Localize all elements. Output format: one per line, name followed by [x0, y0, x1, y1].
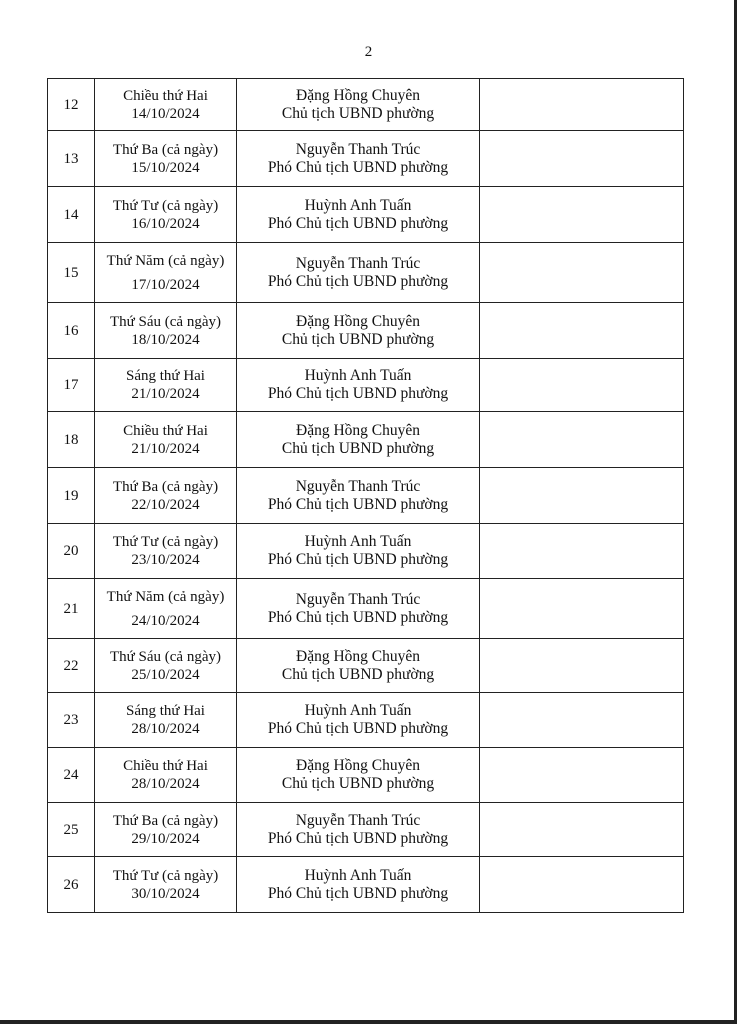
note-cell [480, 748, 684, 803]
table-row [48, 748, 684, 803]
page-number: 2 [364, 44, 373, 60]
day-label: Thứ Ba (cả ngày) [112, 812, 219, 829]
person-cell [237, 79, 480, 131]
person-title: Phó Chủ tịch UBND phường [267, 608, 449, 626]
row-number: 21 [48, 579, 95, 639]
table-row [48, 803, 684, 857]
date-label: 29/10/2024 [131, 830, 200, 847]
person-cell [237, 639, 480, 693]
date-label: 18/10/2024 [131, 331, 200, 348]
table-row [48, 359, 684, 412]
date-cell [95, 524, 237, 579]
person-title: Phó Chủ tịch UBND phường [267, 158, 449, 176]
person-title: Phó Chủ tịch UBND phường [267, 884, 449, 902]
person-cell [237, 131, 480, 187]
note-cell [480, 79, 684, 131]
date-cell [95, 79, 237, 131]
note-cell [480, 579, 684, 639]
table-row [48, 693, 684, 748]
date-cell [95, 412, 237, 468]
note-cell [480, 857, 684, 913]
person-title: Chủ tịch UBND phường [281, 104, 435, 122]
person-cell [237, 693, 480, 748]
row-number: 18 [48, 412, 95, 468]
note-cell [480, 303, 684, 359]
table-row [48, 131, 684, 187]
person-title: Phó Chủ tịch UBND phường [267, 272, 449, 290]
date-cell [95, 857, 237, 913]
row-number: 15 [48, 243, 95, 303]
table-row [48, 579, 684, 639]
date-cell [95, 639, 237, 693]
table-row [48, 187, 684, 243]
date-cell [95, 303, 237, 359]
person-name: Huỳnh Anh Tuấn [304, 367, 412, 384]
note-cell [480, 359, 684, 412]
person-title: Phó Chủ tịch UBND phường [267, 720, 449, 737]
person-cell [237, 524, 480, 579]
person-name: Nguyễn Thanh Trúc [295, 477, 421, 495]
person-title: Phó Chủ tịch UBND phường [267, 829, 449, 847]
date-label: 16/10/2024 [131, 215, 200, 232]
day-label: Sáng thứ Hai [126, 368, 205, 384]
person-name: Nguyễn Thanh Trúc [295, 140, 421, 158]
row-number: 16 [48, 303, 95, 359]
person-name: Nguyễn Thanh Trúc [295, 811, 421, 829]
person-name: Huỳnh Anh Tuấn [304, 533, 412, 550]
day-label: Thứ Năm (cả ngày) [106, 588, 225, 605]
person-title: Chủ tịch UBND phường [281, 330, 435, 348]
date-cell [95, 693, 237, 748]
day-label: Chiều thứ Hai [123, 87, 208, 104]
note-cell [480, 468, 684, 524]
day-label: Thứ Tư (cả ngày) [112, 867, 219, 884]
table-row [48, 857, 684, 913]
duty-schedule-table [47, 78, 684, 913]
person-title: Phó Chủ tịch UBND phường [267, 551, 449, 568]
table-row [48, 79, 684, 131]
row-number: 17 [48, 359, 95, 412]
date-label: 17/10/2024 [131, 276, 200, 293]
day-label: Thứ Tư (cả ngày) [112, 534, 219, 550]
row-number: 14 [48, 187, 95, 243]
person-name: Đặng Hồng Chuyên [296, 312, 420, 330]
person-cell [237, 187, 480, 243]
day-label: Chiều thứ Hai [123, 422, 208, 439]
table-row [48, 468, 684, 524]
date-label: 25/10/2024 [131, 666, 200, 683]
date-label: 30/10/2024 [131, 885, 200, 902]
date-cell [95, 131, 237, 187]
date-label: 15/10/2024 [131, 159, 200, 176]
date-label: 23/10/2024 [131, 552, 200, 568]
date-cell [95, 468, 237, 524]
day-label: Thứ Sáu (cả ngày) [109, 313, 221, 330]
note-cell [480, 803, 684, 857]
date-cell [95, 243, 237, 303]
date-label: 21/10/2024 [131, 386, 200, 402]
date-cell [95, 187, 237, 243]
person-title: Phó Chủ tịch UBND phường [267, 214, 449, 232]
table-row [48, 243, 684, 303]
row-number: 12 [48, 79, 95, 131]
row-number: 19 [48, 468, 95, 524]
row-number: 24 [48, 748, 95, 803]
person-cell [237, 243, 480, 303]
date-label: 28/10/2024 [131, 776, 200, 792]
table-row [48, 412, 684, 468]
person-cell [237, 803, 480, 857]
note-cell [480, 693, 684, 748]
person-name: Nguyễn Thanh Trúc [295, 590, 421, 608]
person-name: Đặng Hồng Chuyên [296, 757, 420, 774]
row-number: 25 [48, 803, 95, 857]
person-cell [237, 412, 480, 468]
table-row [48, 639, 684, 693]
date-label: 21/10/2024 [131, 440, 200, 457]
person-name: Huỳnh Anh Tuấn [304, 702, 412, 719]
table-row [48, 303, 684, 359]
person-title: Phó Chủ tịch UBND phường [267, 385, 449, 402]
date-cell [95, 359, 237, 412]
day-label: Thứ Ba (cả ngày) [112, 478, 219, 495]
note-cell [480, 524, 684, 579]
row-number: 26 [48, 857, 95, 913]
person-cell [237, 303, 480, 359]
note-cell [480, 131, 684, 187]
row-number: 23 [48, 693, 95, 748]
date-label: 24/10/2024 [131, 612, 200, 629]
day-label: Thứ Năm (cả ngày) [106, 252, 225, 269]
note-cell [480, 412, 684, 468]
day-label: Chiều thứ Hai [123, 758, 208, 774]
note-cell [480, 187, 684, 243]
row-number: 22 [48, 639, 95, 693]
date-label: 22/10/2024 [131, 496, 200, 513]
person-name: Huỳnh Anh Tuấn [304, 866, 412, 884]
date-label: 28/10/2024 [131, 721, 200, 737]
page-edge-bottom [0, 1020, 737, 1024]
person-cell [237, 468, 480, 524]
date-label: 14/10/2024 [131, 105, 200, 122]
person-name: Đặng Hồng Chuyên [296, 421, 420, 439]
table-row [48, 524, 684, 579]
person-title: Chủ tịch UBND phường [281, 439, 435, 457]
person-name: Đặng Hồng Chuyên [296, 647, 420, 665]
date-cell [95, 579, 237, 639]
day-label: Thứ Ba (cả ngày) [112, 141, 219, 158]
row-number: 13 [48, 131, 95, 187]
note-cell [480, 243, 684, 303]
row-number: 20 [48, 524, 95, 579]
note-cell [480, 639, 684, 693]
person-title: Chủ tịch UBND phường [281, 775, 435, 792]
date-cell [95, 803, 237, 857]
person-name: Đặng Hồng Chuyên [296, 86, 420, 104]
person-cell [237, 579, 480, 639]
person-cell [237, 359, 480, 412]
person-title: Phó Chủ tịch UBND phường [267, 495, 449, 513]
person-name: Huỳnh Anh Tuấn [304, 196, 412, 214]
person-title: Chủ tịch UBND phường [281, 665, 435, 683]
person-name: Nguyễn Thanh Trúc [295, 254, 421, 272]
day-label: Thứ Sáu (cả ngày) [109, 648, 221, 665]
person-cell [237, 748, 480, 803]
day-label: Sáng thứ Hai [126, 703, 205, 719]
schedule-body [48, 79, 684, 913]
day-label: Thứ Tư (cả ngày) [112, 197, 219, 214]
date-cell [95, 748, 237, 803]
person-cell [237, 857, 480, 913]
